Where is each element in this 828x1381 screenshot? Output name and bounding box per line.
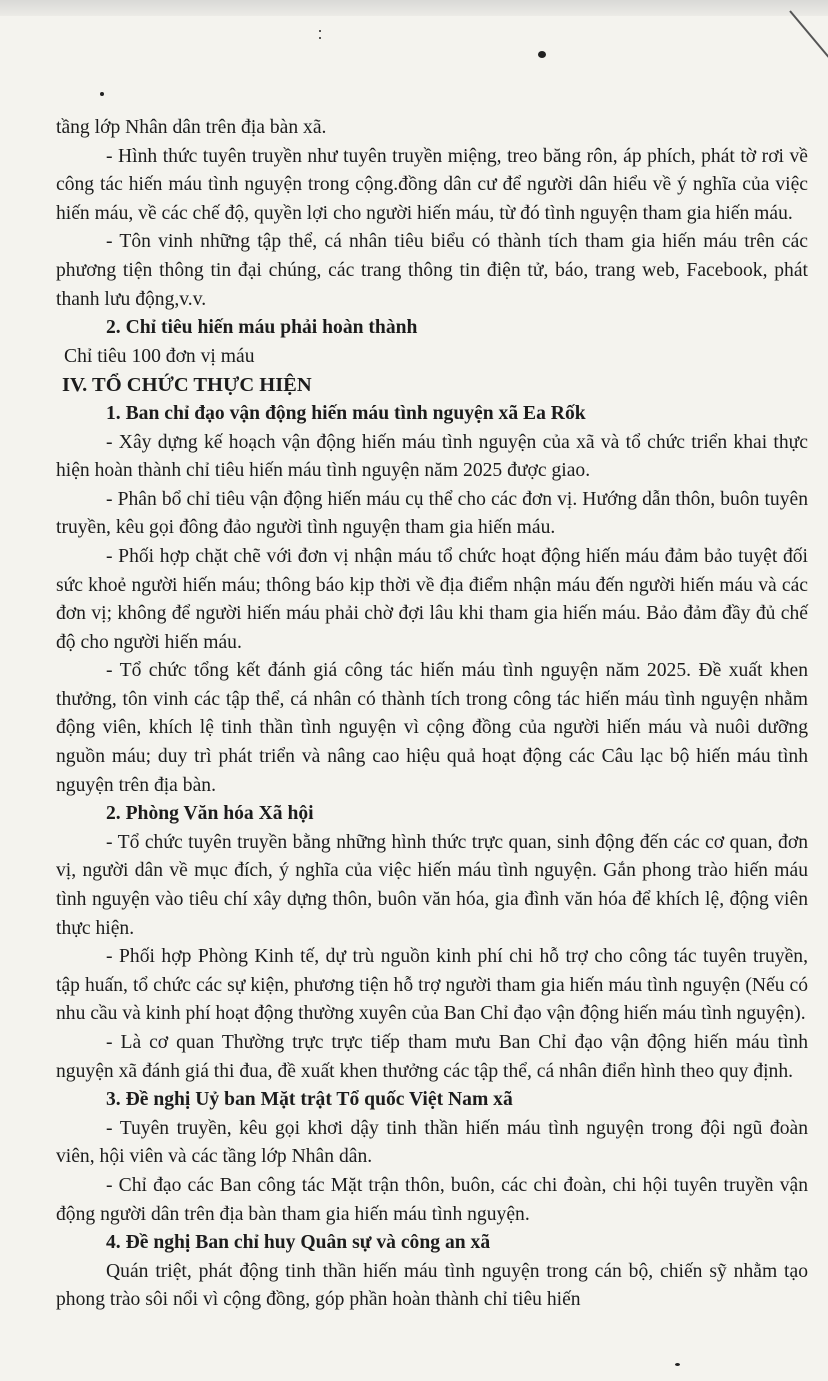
body-paragraph: - Tổ chức tuyên truyền bằng những hình thức trực quan, sinh động đến các cơ quan, đơn vị, người dân về mục đích, ý nghĩa của việc hiến máu tình nguyện. Gắn phong trào hiến máu tình nguyện vào tiêu chí xây dựng thôn, buôn văn hóa, gia đình văn hóa để khích lệ, động viên thực hiện. <box>56 831 808 939</box>
section-heading: 3. Đề nghị Uỷ ban Mặt trật Tổ quốc Việt Nam xã <box>106 1089 513 1111</box>
body-paragraph: tầng lớp Nhân dân trên địa bàn xã. <box>56 117 327 138</box>
section-heading: 1. Ban chỉ đạo vận động hiến máu tình nguyện xã Ea Rốk <box>106 402 586 424</box>
section-heading: 2. Phòng Văn hóa Xã hội <box>106 803 314 825</box>
scan-speck <box>538 51 546 58</box>
body-paragraph: Chỉ tiêu 100 đơn vị máu <box>64 345 255 367</box>
body-paragraph: - Tuyên truyền, kêu gọi khơi dậy tinh thần hiến máu tình nguyện trong đội ngũ đoàn viên, hội viên và các tầng lớp Nhân dân. <box>56 1117 808 1168</box>
document-page <box>56 114 808 1315</box>
scan-speck <box>675 1363 680 1366</box>
scan-speck <box>100 92 104 96</box>
scan-top-edge <box>0 0 828 16</box>
body-paragraph: - Phối hợp Phòng Kinh tế, dự trù nguồn kinh phí chi hỗ trợ cho công tác tuyên truyền, tập huấn, tổ chức các sự kiện, phương tiện hỗ trợ người tham gia hiến máu tình nguyện (Nếu có nhu cầu và kinh phí hoạt động thường xuyên của Ban Chỉ đạo vận động hiến máu tình nguyện). <box>56 946 808 1025</box>
body-paragraph: Quán triệt, phát động tinh thần hiến máu tình nguyện trong cán bộ, chiến sỹ nhằm tạo phong trào sôi nổi vì cộng đồng, góp phần hoàn thành chỉ tiêu hiến <box>56 1260 808 1311</box>
body-paragraph: - Phối hợp chặt chẽ với đơn vị nhận máu tổ chức hoạt động hiến máu đảm bảo tuyệt đối sức khoẻ người hiến máu; thông báo kịp thời về địa điểm nhận máu đến người hiến máu và các đơn vị; không để người hiến máu phải chờ đợi lâu khi tham gia hiến máu. Bảo đảm đầy đủ chế độ cho người hiến máu. <box>56 545 808 653</box>
scan-corner-fold <box>789 10 828 57</box>
body-paragraph: - Là cơ quan Thường trực trực tiếp tham mưu Ban Chỉ đạo vận động hiến máu tình nguyện xã đánh giá thi đua, đề xuất khen thưởng các tập thể, cá nhân điển hình theo quy định. <box>56 1032 808 1082</box>
chapter-heading: IV. TỔ CHỨC THỰC HIỆN <box>62 374 312 397</box>
body-paragraph: - Tổ chức tổng kết đánh giá công tác hiến máu tình nguyện năm 2025. Đề xuất khen thưởng, tôn vinh các tập thể, cá nhân có thành tích trong công tác hiến máu tình nguyện nhằm động viên, khích lệ tinh thần tình nguyện vì cộng đồng của người hiến máu và nuôi dưỡng nguồn máu; duy trì phát triển và nâng cao hiệu quả hoạt động các Câu lạc bộ hiến máu tình nguyện trên địa bàn. <box>56 660 808 796</box>
body-paragraph: - Phân bổ chỉ tiêu vận động hiến máu cụ thể cho các đơn vị. Hướng dẫn thôn, buôn tuyên truyền, kêu gọi đông đảo người tình nguyện tham gia hiến máu. <box>56 488 808 539</box>
body-paragraph: - Chỉ đạo các Ban công tác Mặt trận thôn, buôn, các chi đoàn, chi hội tuyên truyền vận động người dân trên địa bàn tham gia hiến máu tình nguyện. <box>56 1174 808 1225</box>
body-paragraph: - Tôn vinh những tập thể, cá nhân tiêu biểu có thành tích tham gia hiến máu trên các phương tiện thông tin đại chúng, các trang thông tin điện tử, báo, trang web, Facebook, phát thanh lưu động,v.v. <box>56 231 808 310</box>
body-paragraph: - Xây dựng kế hoạch vận động hiến máu tình nguyện của xã và tổ chức triển khai thực hiện hoàn thành chỉ tiêu hiến máu tình nguyện năm 2025 được giao. <box>56 431 808 482</box>
section-heading: 4. Đề nghị Ban chỉ huy Quân sự và công an xã <box>106 1232 491 1254</box>
section-heading: 2. Chỉ tiêu hiến máu phải hoàn thành <box>106 317 418 339</box>
body-paragraph: - Hình thức tuyên truyền như tuyên truyền miệng, treo băng rôn, áp phích, phát tờ rơi về công tác hiến máu tình nguyện trong cộng.đồng dân cư để người dân hiểu về ý nghĩa của việc hiến máu, về các chế độ, quyền lợi cho người hiến máu, từ đó tình nguyện tham gia hiến máu. <box>56 145 808 224</box>
scan-speck <box>319 37 321 39</box>
scan-speck <box>319 30 321 32</box>
